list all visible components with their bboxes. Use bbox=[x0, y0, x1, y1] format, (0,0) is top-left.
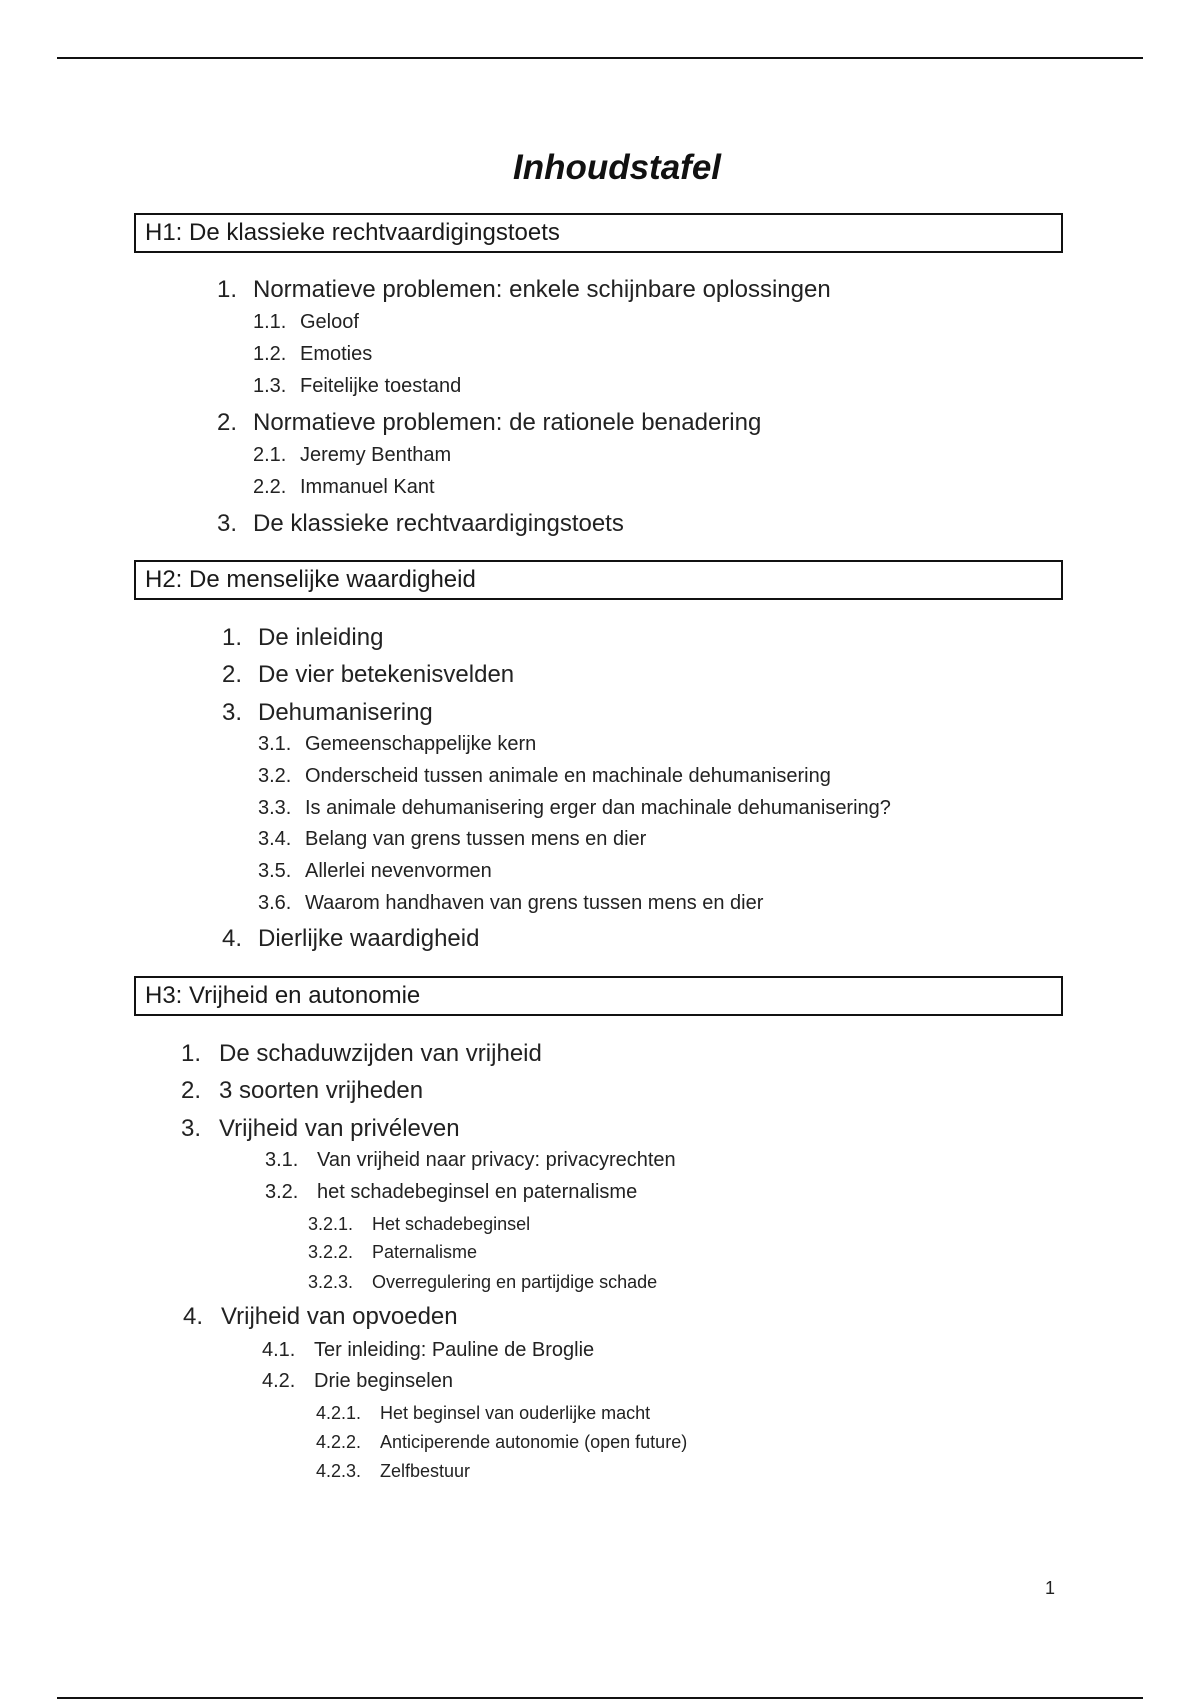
toc-entry[interactable]: 1. De schaduwzijden van vrijheid bbox=[181, 1040, 542, 1067]
toc-entry[interactable]: 3.2. het schadebeginsel en paternalisme bbox=[265, 1181, 638, 1203]
toc-entry[interactable]: 3.1. Van vrijheid naar privacy: privacyrechten bbox=[265, 1149, 676, 1171]
toc-entry[interactable]: 1. Normatieve problemen: enkele schijnbare oplossingen bbox=[217, 276, 831, 303]
toc-entry[interactable]: 1. De inleiding bbox=[222, 624, 384, 651]
header-rule bbox=[57, 57, 1143, 59]
toc-entry[interactable]: 4.2.1. Het beginsel van ouderlijke macht bbox=[316, 1403, 651, 1423]
toc-entry[interactable]: 3.2.3. Overregulering en partijdige schade bbox=[308, 1272, 658, 1292]
toc-entry[interactable]: 3.1. Gemeenschappelijke kern bbox=[258, 733, 537, 755]
toc-entry[interactable]: 2. Normatieve problemen: de rationele benadering bbox=[217, 409, 762, 436]
toc-entry[interactable]: 2.2. Immanuel Kant bbox=[253, 476, 435, 498]
toc-entry[interactable]: 4.2.3. Zelfbestuur bbox=[316, 1461, 471, 1481]
toc-entry[interactable]: 4.1. Ter inleiding: Pauline de Broglie bbox=[262, 1339, 595, 1361]
chapter-heading-label: H2: De menselijke waardigheid bbox=[145, 566, 476, 593]
toc-entry[interactable]: 4.2. Drie beginselen bbox=[262, 1370, 453, 1392]
toc-entry[interactable]: 3.2. Onderscheid tussen animale en machinale dehumanisering bbox=[258, 765, 831, 787]
toc-entry[interactable]: 2. 3 soorten vrijheden bbox=[181, 1077, 424, 1104]
toc-entry[interactable]: 4. Vrijheid van opvoeden bbox=[183, 1303, 458, 1330]
page-title: Inhoudstafel bbox=[512, 148, 722, 187]
toc-entry[interactable]: 1.2. Emoties bbox=[253, 343, 373, 365]
toc-entry[interactable]: 3.5. Allerlei nevenvormen bbox=[258, 860, 492, 882]
toc-entry[interactable]: 4. Dierlijke waardigheid bbox=[222, 925, 480, 952]
toc-entry[interactable]: 2. De vier betekenisvelden bbox=[222, 661, 515, 688]
chapter-heading-h3[interactable] bbox=[134, 976, 1063, 1016]
toc-entry[interactable]: 3. Vrijheid van privéleven bbox=[181, 1115, 460, 1142]
chapter-heading-h1[interactable] bbox=[134, 213, 1063, 253]
toc-entry[interactable]: 3.3. Is animale dehumanisering erger dan machinale dehumanisering? bbox=[258, 797, 891, 819]
toc-entry[interactable]: 3.6. Waarom handhaven van grens tussen mens en dier bbox=[258, 892, 764, 914]
toc-entry[interactable]: 3. Dehumanisering bbox=[222, 699, 433, 726]
toc-entry[interactable]: 1.3. Feitelijke toestand bbox=[253, 375, 462, 397]
toc-entry[interactable]: 3.2.1. Het schadebeginsel bbox=[308, 1214, 531, 1234]
toc-entry[interactable]: 2.1. Jeremy Bentham bbox=[253, 444, 452, 466]
chapter-heading-h2[interactable] bbox=[134, 560, 1063, 600]
footer-rule bbox=[57, 1697, 1143, 1699]
chapter-heading-label: H3: Vrijheid en autonomie bbox=[145, 982, 421, 1009]
toc-entry[interactable]: 3. De klassieke rechtvaardigingstoets bbox=[217, 510, 624, 537]
toc-entry[interactable]: 1.1. Geloof bbox=[253, 311, 359, 333]
toc-entry[interactable]: 3.2.2. Paternalisme bbox=[308, 1242, 478, 1262]
toc-entry[interactable]: 4.2.2. Anticiperende autonomie (open future) bbox=[316, 1432, 688, 1452]
chapter-heading-label: H1: De klassieke rechtvaardigingstoets bbox=[145, 219, 560, 246]
toc-entry[interactable]: 3.4. Belang van grens tussen mens en dier bbox=[258, 828, 647, 850]
page-number: 1 bbox=[1045, 1578, 1056, 1598]
